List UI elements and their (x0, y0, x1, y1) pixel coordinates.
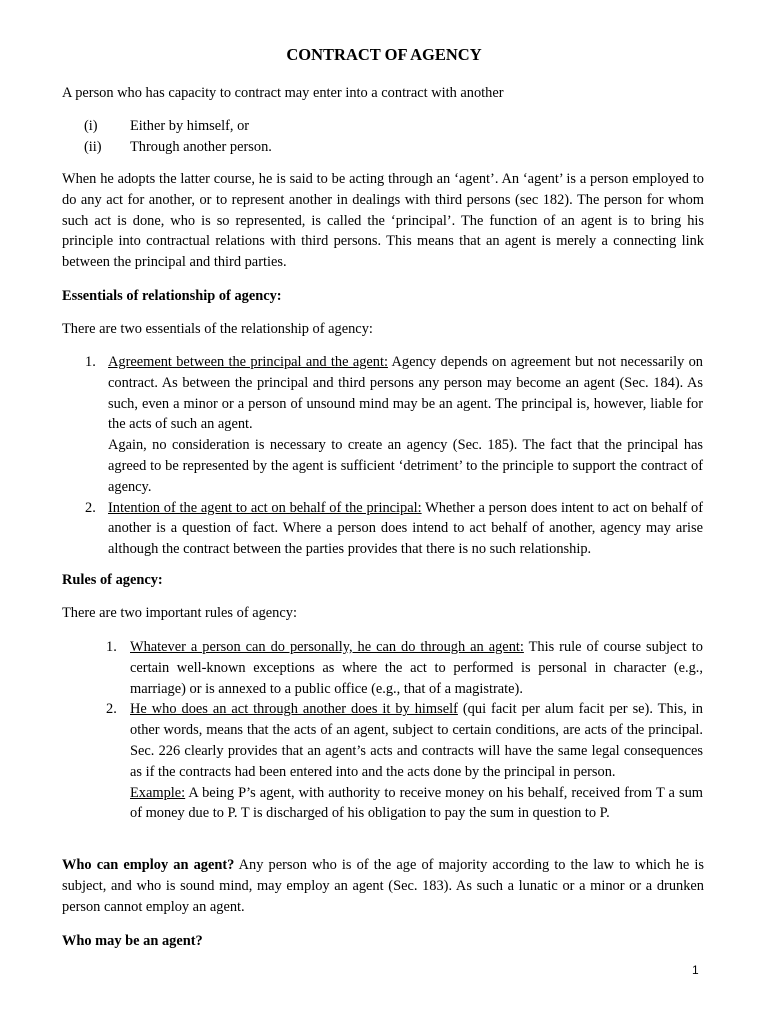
list-item-extra: Again, no consideration is necessary to create an agency (Sec. 185). The fact that the principal has agreed to be represented by the agent is sufficient ‘detriment’ to the principle to support the contract of agency. (108, 437, 703, 495)
list-item-title: He who does an act through another does it by himself (130, 701, 458, 718)
example-text: A being P’s agent, with authority to receive money on his behalf, received from T a sum of money due to P. T is discharged of his obligation to pay the sum in question to P. (130, 784, 703, 822)
rules-heading: Rules of agency: (62, 572, 163, 588)
agent-definition-paragraph: When he adopts the latter course, he is said to be acting through an ‘agent’. An ‘agent’ is a person employed to do any act for another, or to represent another in dealings with third persons (sec 182). The person for whom such act is done, who is so represented, is called the ‘principal’. The function of an agent is to bring his principle into contractual relations with third persons. This means that an agent is merely a connecting link between the principal and third parties. (62, 171, 704, 271)
list-item (85, 498, 703, 560)
list-item (106, 699, 704, 824)
list-item-text: This rule of course subject to certain well-known exceptions as where the act to performed is personal in character (e.g., marriage) or is annexed to a public office (e.g., that of a magistrate). (130, 639, 703, 697)
list-marker: 1. (85, 354, 96, 370)
list-item-text: (qui facit per alum facit per se). This, in other words, means that the acts of an agent, subject to certain conditions, are acts of the principal. Sec. 226 clearly provides that an agent’s acts and contracts will have the same legal consequences as if the contracts had been entered into and the acts done by the principal in person. (130, 701, 704, 780)
option-item (84, 116, 684, 137)
list-item-text: Agency depends on agreement but not necessarily on contract. As between the principal and third persons any person may become an agent (Sec. 184). As such, even a minor or a person of unsound mind may be an agent. The principal is, however, liable for the acts of such an agent. (108, 354, 703, 433)
list-item-title: Whatever a person can do personally, he can do through an agent: (130, 639, 524, 655)
option-number: (ii) (84, 139, 102, 155)
option-text: Through another person. (130, 139, 272, 155)
employ-heading: Who can employ an agent? (62, 857, 235, 873)
list-item-title: Intention of the agent to act on behalf of the principal: (108, 499, 422, 516)
list-item-text: Whether a person does intent to act on behalf of another is a question of fact. Where a person does intend to act behalf of another, agency may arise although the contract between the parties provides that there is no such relationship. (108, 499, 703, 558)
list-marker: 1. (106, 639, 117, 655)
essentials-intro: There are two essentials of the relationship of agency: (62, 321, 373, 337)
list-item (106, 637, 703, 699)
employ-paragraph (62, 855, 704, 917)
page-title: CONTRACT OF AGENCY (286, 45, 482, 64)
list-marker: 2. (106, 701, 117, 718)
list-item (85, 352, 703, 498)
list-item-title: Agreement between the principal and the agent: (108, 354, 388, 370)
option-item (84, 137, 684, 158)
essentials-heading: Essentials of relationship of agency: (62, 288, 282, 304)
employ-text: Any person who is of the age of majority according to the law to which he is subject, and who is sound mind, may employ an agent (Sec. 183). As such a lunatic or a minor or a drunken person cannot employ an agent. (62, 857, 704, 915)
example-label: Example: (130, 784, 186, 801)
rules-intro: There are two important rules of agency: (62, 605, 297, 621)
option-text: Either by himself, or (130, 118, 250, 134)
option-number: (i) (84, 118, 98, 134)
may-be-agent-heading: Who may be an agent? (62, 933, 203, 949)
intro-paragraph: A person who has capacity to contract may enter into a contract with another (62, 85, 504, 101)
essentials-list (85, 352, 703, 560)
list-marker: 2. (85, 499, 96, 516)
rules-list (106, 637, 704, 824)
page-number: 1 (692, 963, 699, 977)
